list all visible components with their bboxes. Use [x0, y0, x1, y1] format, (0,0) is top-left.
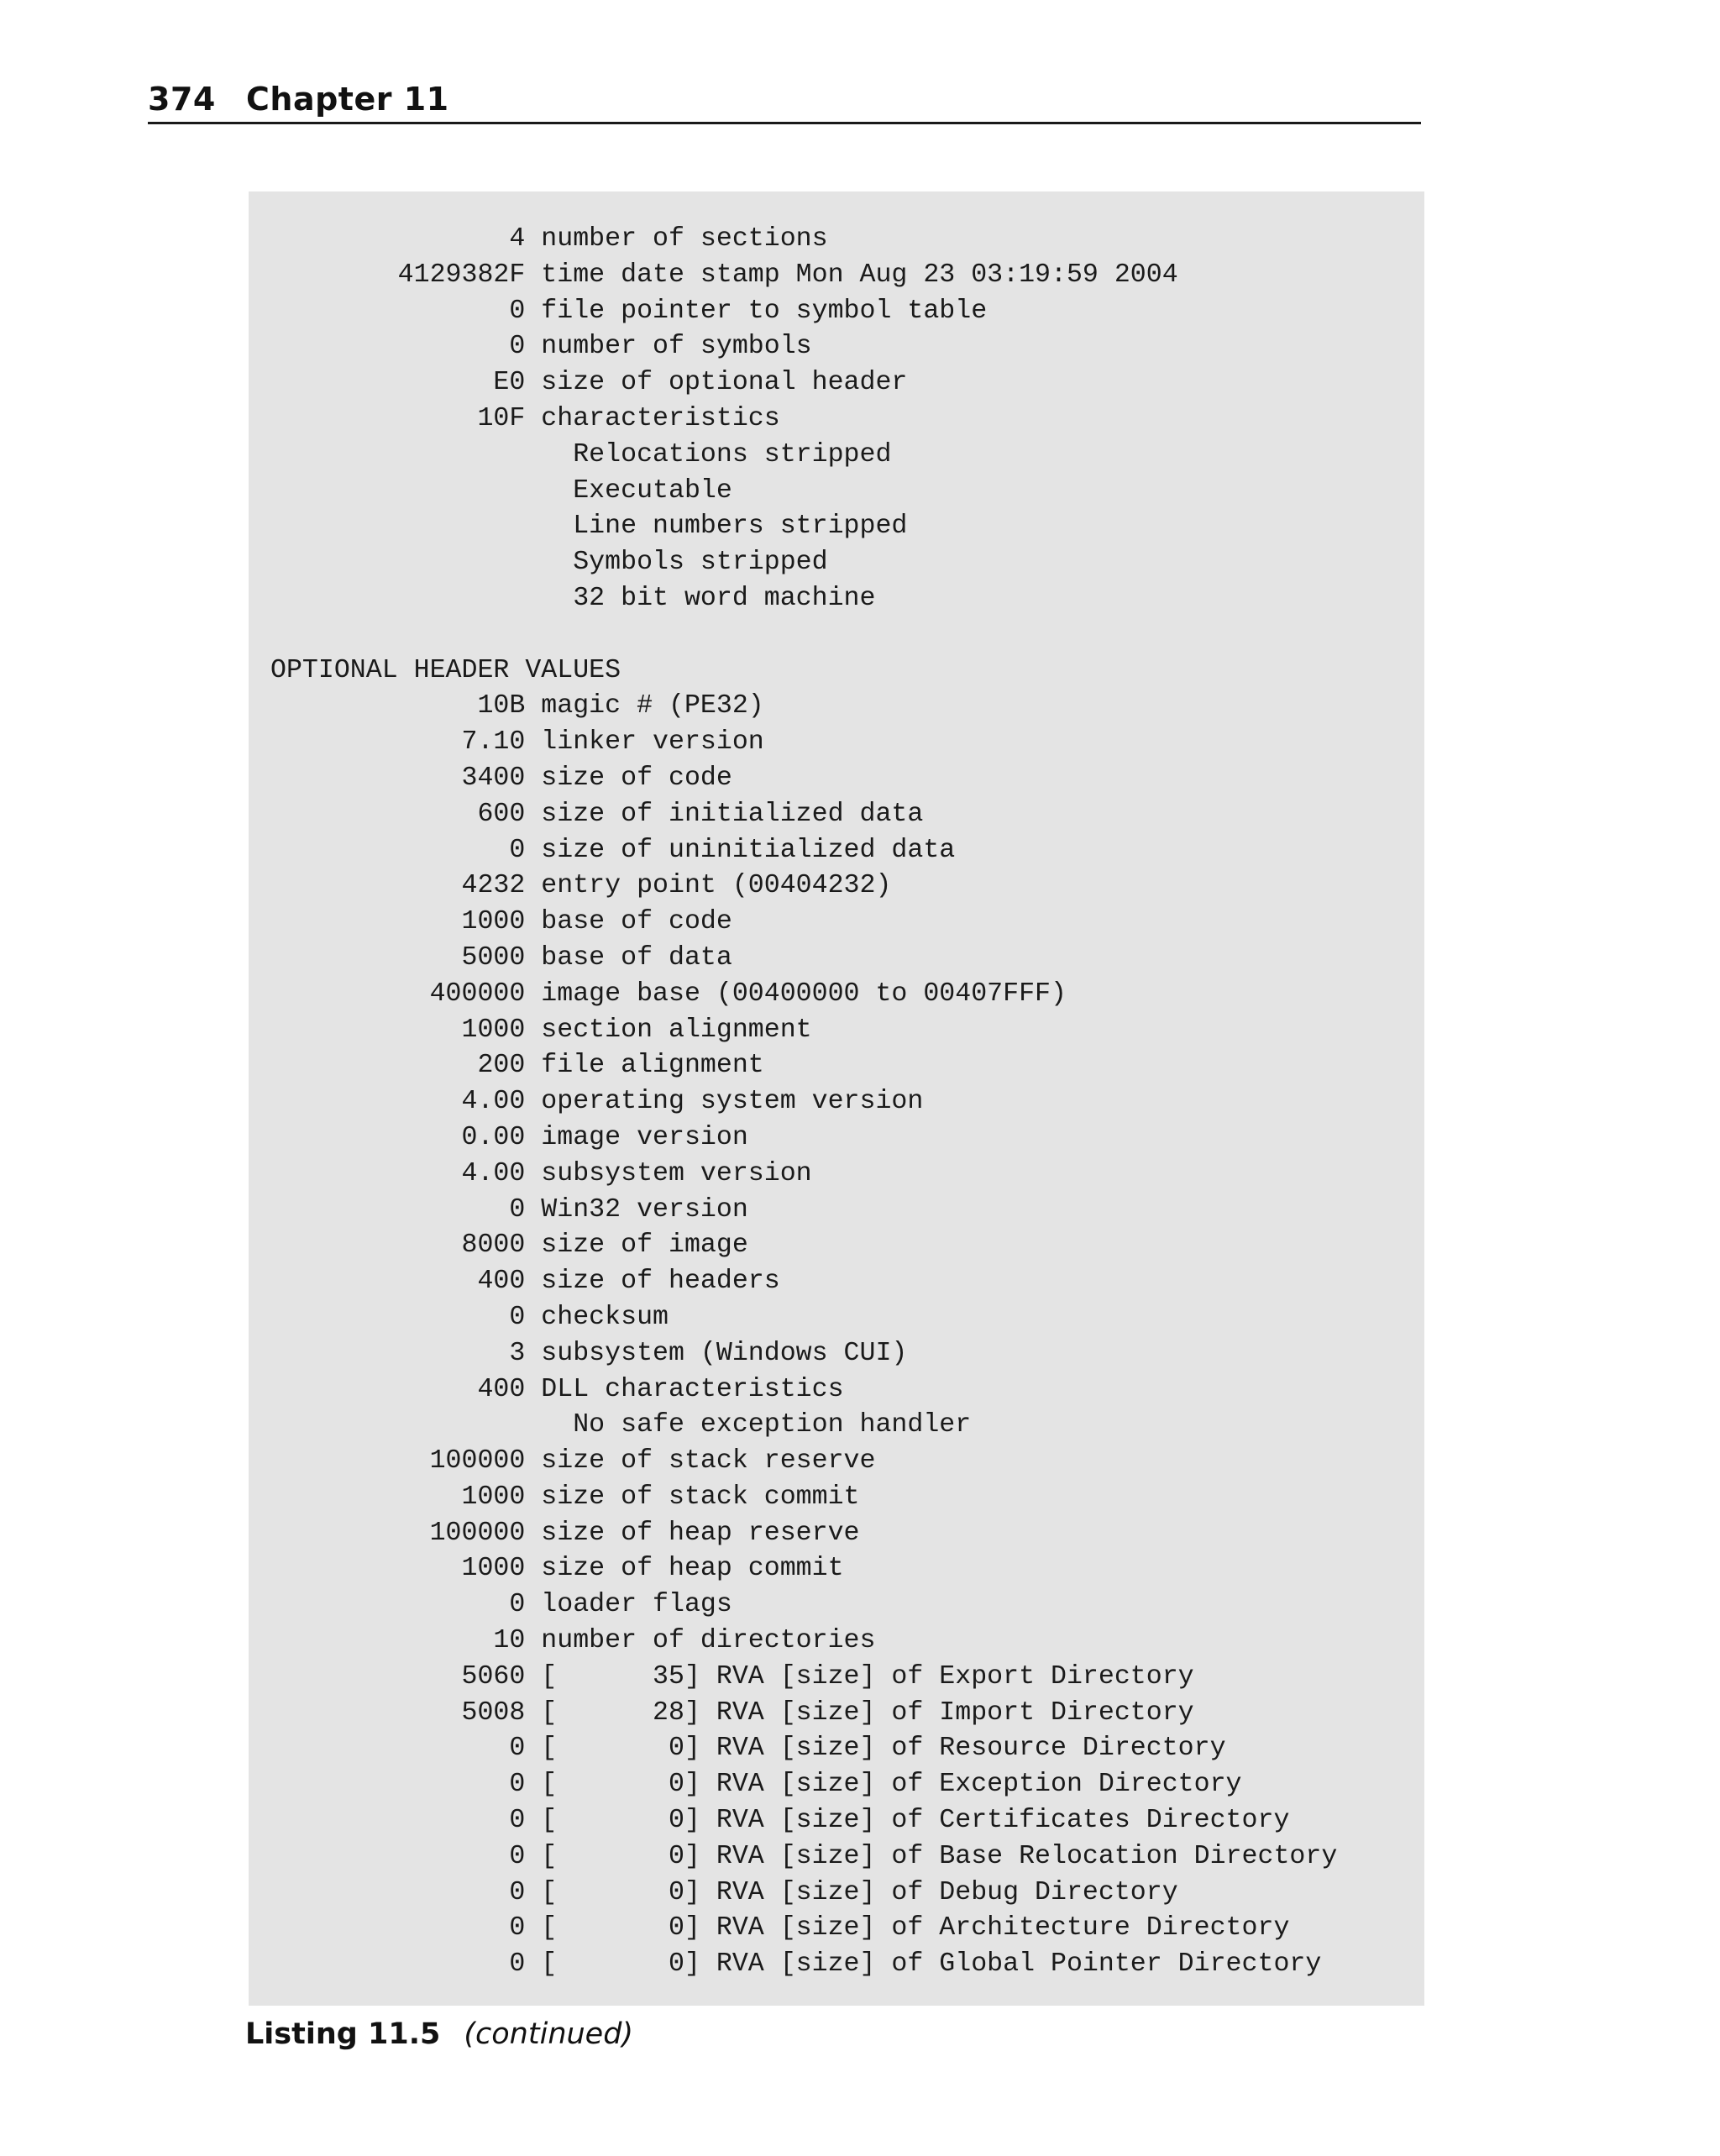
code-line: 0 Win32 version: [270, 1194, 748, 1225]
code-line: 1000 size of stack commit: [270, 1482, 860, 1512]
code-line: 0 number of symbols: [270, 332, 812, 362]
listing-caption: [245, 2014, 633, 2054]
code-line: OPTIONAL HEADER VALUES: [270, 655, 621, 685]
code-line: 0 [ 0] RVA [size] of Certificates Directory: [270, 1806, 1290, 1836]
code-line: 0 [ 0] RVA [size] of Global Pointer Directory: [270, 1949, 1322, 1980]
code-line: 10 number of directories: [270, 1626, 876, 1656]
running-head: [148, 77, 1421, 124]
code-line: 600 size of initialized data: [270, 799, 924, 829]
code-line: 1000 base of code: [270, 907, 732, 937]
code-line: 0 [ 0] RVA [size] of Resource Directory: [270, 1734, 1226, 1764]
listing-label: Listing 11.5: [245, 2017, 441, 2051]
code-line: 0 file pointer to symbol table: [270, 296, 988, 326]
code-line: Relocations stripped: [270, 439, 892, 469]
code-line: 400 size of headers: [270, 1267, 780, 1297]
code-line: 8000 size of image: [270, 1230, 748, 1261]
code-line: 200 file alignment: [270, 1051, 764, 1081]
code-line: 32 bit word machine: [270, 583, 876, 613]
code-line: 100000 size of stack reserve: [270, 1446, 876, 1477]
listing-continued-note: (continued): [464, 2017, 634, 2051]
code-line: 0 [ 0] RVA [size] of Debug Directory: [270, 1877, 1178, 1907]
code-line: 4232 entry point (00404232): [270, 871, 892, 901]
code-listing: [249, 191, 1424, 2006]
code-line: 400000 image base (00400000 to 00407FFF): [270, 978, 1067, 1009]
code-line: 1000 section alignment: [270, 1015, 812, 1045]
code-line: 0 [ 0] RVA [size] of Base Relocation Directory: [270, 1841, 1338, 1871]
code-line: E0 size of optional header: [270, 368, 908, 398]
code-line: 4 number of sections: [270, 224, 828, 254]
code-line: 0 checksum: [270, 1302, 669, 1332]
code-line: Symbols stripped: [270, 548, 828, 578]
code-line: [270, 617, 1424, 653]
code-line: 4.00 operating system version: [270, 1087, 924, 1117]
code-line: 0 loader flags: [270, 1590, 732, 1620]
code-line: 100000 size of heap reserve: [270, 1518, 860, 1548]
chapter-title: Chapter 11: [246, 81, 449, 118]
code-line: 7.10 linker version: [270, 727, 764, 758]
code-line: 0.00 image version: [270, 1122, 748, 1152]
code-line: 0 [ 0] RVA [size] of Architecture Directory: [270, 1913, 1290, 1944]
code-line: 5000 base of data: [270, 942, 732, 973]
code-line: 400 DLL characteristics: [270, 1374, 844, 1404]
code-line: 0 size of uninitialized data: [270, 835, 956, 865]
code-line: 3400 size of code: [270, 763, 732, 793]
code-line: 5060 [ 35] RVA [size] of Export Directory: [270, 1661, 1194, 1692]
code-line: 4.00 subsystem version: [270, 1158, 812, 1188]
code-line: 10B magic # (PE32): [270, 691, 764, 721]
code-line: 1000 size of heap commit: [270, 1554, 844, 1584]
code-line: 3 subsystem (Windows CUI): [270, 1338, 908, 1368]
page-number: 374: [148, 81, 216, 118]
code-line: 0 [ 0] RVA [size] of Exception Directory: [270, 1770, 1242, 1800]
code-line: Line numbers stripped: [270, 511, 908, 542]
code-line: 5008 [ 28] RVA [size] of Import Directory: [270, 1697, 1194, 1728]
code-line: No safe exception handler: [270, 1410, 972, 1440]
code-line: Executable: [270, 475, 732, 506]
code-line: 4129382F time date stamp Mon Aug 23 03:19:59 2004: [270, 260, 1178, 290]
code-line: 10F characteristics: [270, 403, 780, 433]
